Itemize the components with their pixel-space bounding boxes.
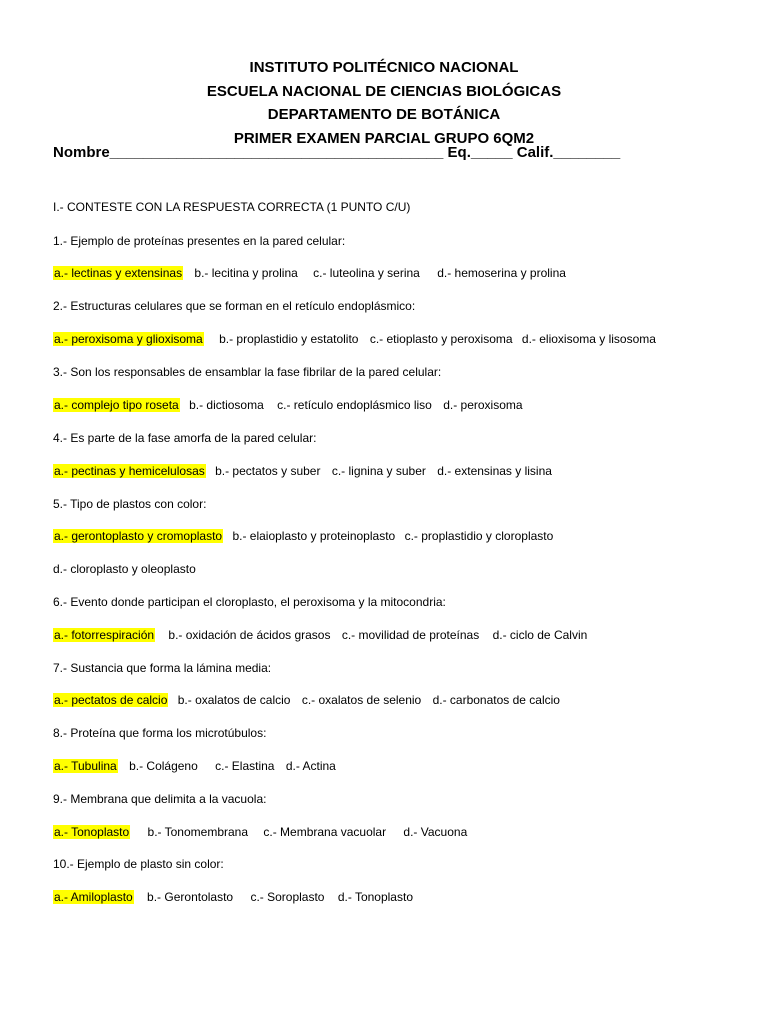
option-b: b.- lecitina y prolina [194,266,298,280]
option-d: d.- cloroplasto y oleoplasto [53,562,196,576]
option-c: c.- etioplasto y peroxisoma [369,332,513,346]
school-title: ESCUELA NACIONAL DE CIENCIAS BIOLÓGICAS [206,82,562,100]
option-b: b.- pectatos y suber [215,464,321,478]
option-d: d.- ciclo de Calvin [492,628,588,642]
option-c: c.- retículo endoplásmico liso [277,398,432,412]
option-d: d.- carbonatos de calcio [432,693,560,707]
option-c: c.- proplastidio y cloroplasto [404,529,554,543]
option-c: c.- movilidad de proteínas [341,628,480,642]
answer-options-row [53,332,656,346]
option-b: b.- Gerontolasto [147,890,234,904]
question-prompt: 1.- Ejemplo de proteínas presentes en la pared celular: [53,234,346,248]
question-prompt: 8.- Proteína que forma los microtúbulos: [53,726,267,740]
option-b: b.- oxidación de ácidos grasos [168,628,331,642]
option-d: d.- Tonoplasto [337,890,413,904]
question-prompt: 2.- Estructuras celulares que se forman en el retículo endoplásmico: [53,299,416,313]
option-c: c.- luteolina y serina [313,266,420,280]
answer-options-row [53,529,553,543]
correct-option: a.- pectatos de calcio [54,693,168,707]
correct-option: a.- peroxisoma y glioxisoma [54,332,203,346]
option-d: d.- Actina [285,759,336,773]
answer-options-row [53,628,587,642]
question-prompt: 5.- Tipo de plastos con color: [53,497,207,511]
correct-option: a.- Amiloplasto [54,890,133,904]
answer-options-row [53,693,560,707]
option-b: b.- elaioplasto y proteinoplasto [232,529,396,543]
correct-option: a.- Tubulina [54,759,117,773]
exam-title: PRIMER EXAMEN PARCIAL GRUPO 6QM2 [233,129,535,147]
option-d: d.- extensinas y lisina [437,464,552,478]
option-d-row [53,562,196,576]
question-prompt: 3.- Son los responsables de ensamblar la fase fibrilar de la pared celular: [53,365,442,379]
question-prompt: 4.- Es parte de la fase amorfa de la pared celular: [53,431,317,445]
option-c: c.- oxalatos de selenio [301,693,422,707]
option-c: c.- Elastina [215,759,275,773]
question-prompt: 7.- Sustancia que forma la lámina media: [53,661,272,675]
question-prompt: 6.- Evento donde participan el cloroplasto, el peroxisoma y la mitocondria: [53,595,446,609]
exam-header [0,56,768,150]
question-prompt: 10.- Ejemplo de plasto sin color: [53,857,224,871]
correct-option: a.- fotorrespiración [54,628,155,642]
option-d: d.- elioxisoma y lisosoma [521,332,656,346]
answer-options-row [53,759,336,773]
option-b: b.- Colágeno [129,759,198,773]
answer-options-row [53,890,413,904]
answer-options-row [53,464,552,478]
option-d: d.- hemoserina y prolina [437,266,566,280]
option-c: c.- Membrana vacuolar [263,825,387,839]
correct-option: a.- Tonoplasto [54,825,130,839]
option-b: b.- dictiosoma [189,398,264,412]
department-title: DEPARTAMENTO DE BOTÁNICA [267,106,501,123]
option-b: b.- oxalatos de calcio [177,693,291,707]
option-c: c.- Soroplasto [250,890,325,904]
answer-options-row [53,266,566,280]
option-d: d.- peroxisoma [443,398,523,412]
answer-options-row [53,825,467,839]
question-prompt: 9.- Membrana que delimita a la vacuola: [53,792,267,806]
correct-option: a.- pectinas y hemicelulosas [54,464,205,478]
option-b: b.- Tonomembrana [147,825,249,839]
instructions: I.- CONTESTE CON LA RESPUESTA CORRECTA (1 PUNTO C/U) [53,200,411,214]
institution-title: INSTITUTO POLITÉCNICO NACIONAL [249,59,519,76]
option-b: b.- proplastidio y estatolito [219,332,359,346]
correct-option: a.- gerontoplasto y cromoplasto [54,529,223,543]
option-d: d.- Vacuona [403,825,468,839]
correct-option: a.- lectinas y extensinas [54,266,183,280]
answer-options-row [53,398,523,412]
correct-option: a.- complejo tipo roseta [54,398,179,412]
option-c: c.- lignina y suber [331,464,426,478]
name-score-line: Nombre________________________________________ Eq._____ Calif.________ [53,144,621,161]
